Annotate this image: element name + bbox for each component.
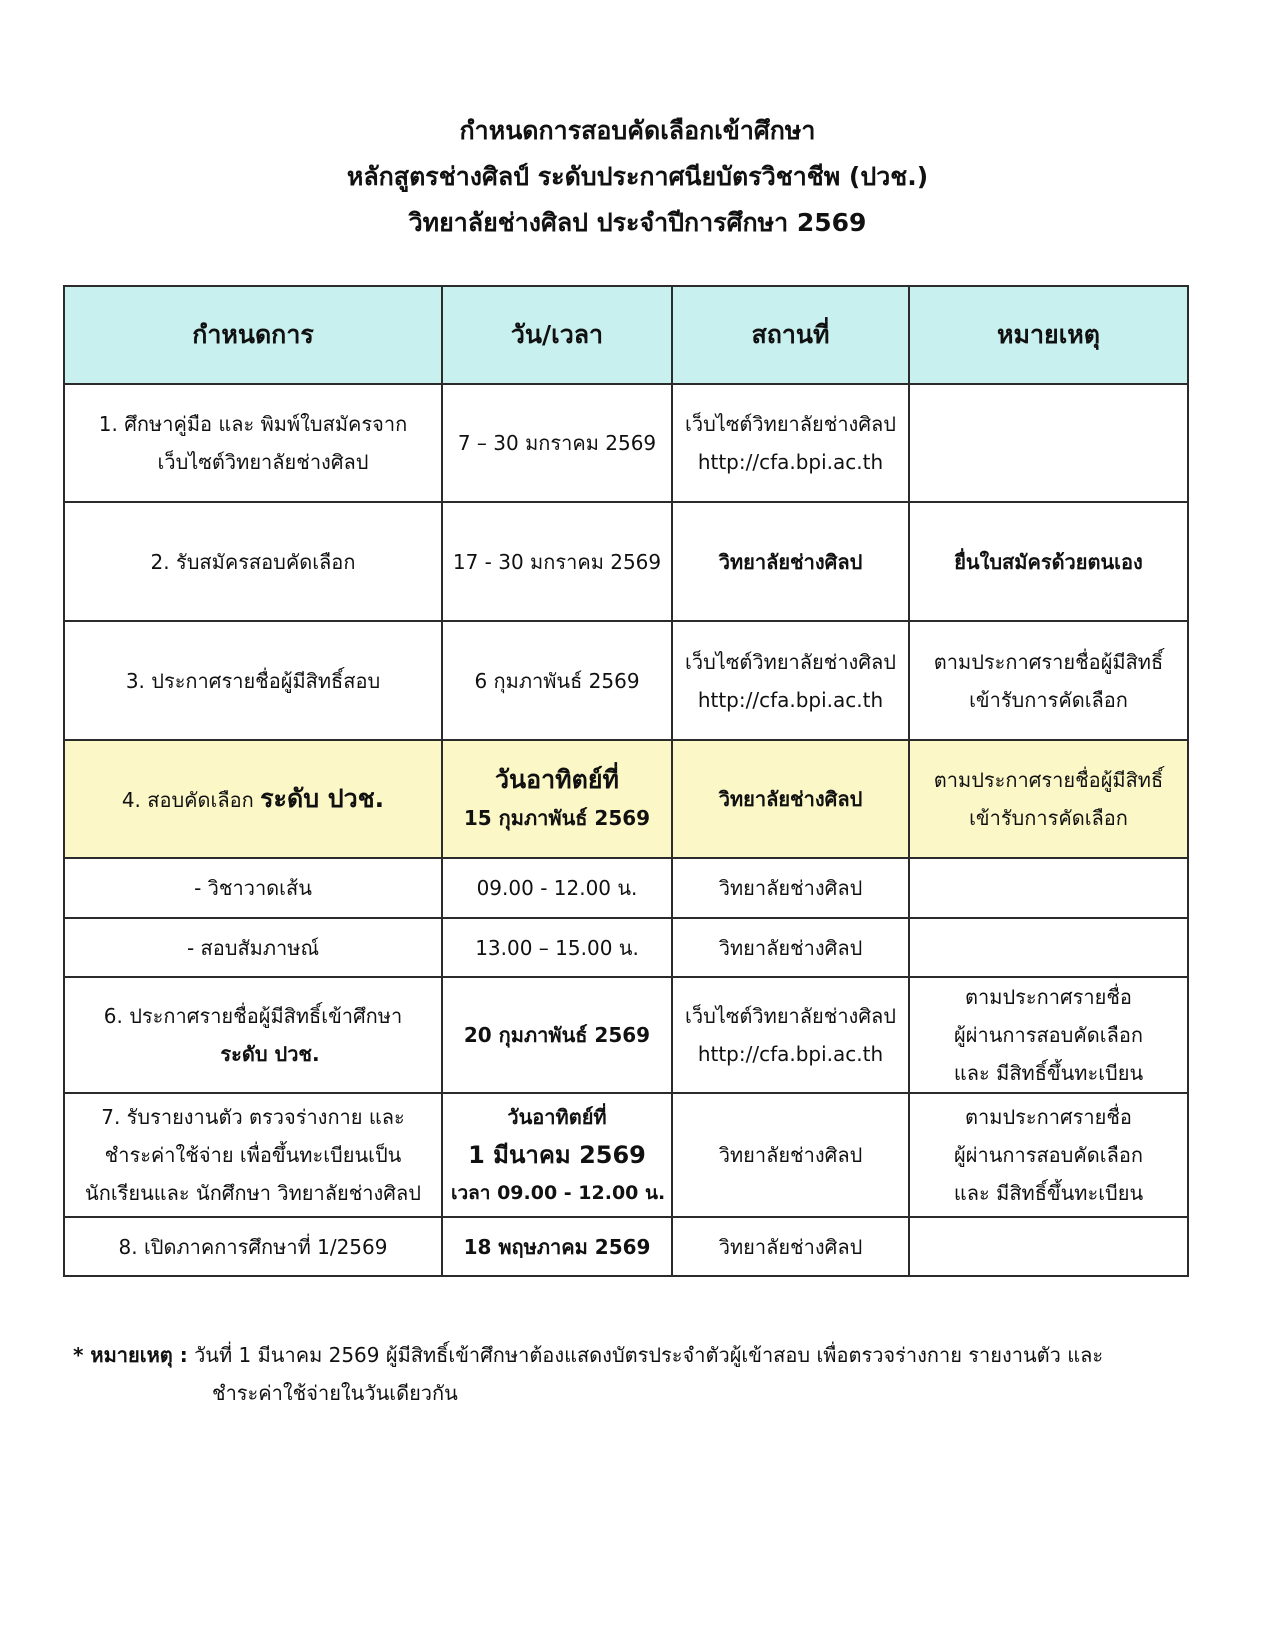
note-cell [909, 384, 1188, 502]
item-text: 1. ศึกษาคู่มือ และ พิมพ์ใบสมัครจาก [98, 412, 408, 436]
item-text: ระดับ ปวช. [220, 1042, 320, 1066]
header-place: สถานที่ [672, 286, 909, 384]
title-line-1: กำหนดการสอบคัดเลือกเข้าศึกษา [459, 116, 816, 145]
place-cell [672, 621, 909, 740]
note-text: เข้ารับการคัดเลือก [969, 687, 1128, 712]
item-emphasis: ระดับ ปวช. [260, 783, 385, 813]
date-cell: 17 - 30 มกราคม 2569 [442, 502, 672, 621]
date-cell: 09.00 - 12.00 น. [442, 858, 672, 918]
place-url: http://cfa.bpi.ac.th [697, 687, 884, 712]
date-text: 15 กุมภาพันธ์ 2569 [463, 806, 651, 830]
item-cell [64, 977, 442, 1093]
note-cell [909, 1217, 1188, 1276]
table-row [64, 502, 1188, 621]
place-cell: วิทยาลัยช่างศิลป [672, 1093, 909, 1217]
note-cell: ยื่นใบสมัครด้วยตนเอง [909, 502, 1188, 621]
item-cell: - วิชาวาดเส้น [64, 858, 442, 918]
table-row [64, 1217, 1188, 1276]
place-cell: วิทยาลัยช่างศิลป [672, 740, 909, 858]
note-text: ตามประกาศรายชื่อผู้มีสิทธิ์ [933, 649, 1164, 674]
table-row [64, 918, 1188, 977]
item-cell [64, 740, 442, 858]
note-cell [909, 918, 1188, 977]
date-cell: 20 กุมภาพันธ์ 2569 [442, 977, 672, 1093]
place-cell [672, 384, 909, 502]
item-text: 7. รับรายงานตัว ตรวจร่างกาย และ [101, 1105, 405, 1129]
document-title [0, 108, 1275, 246]
item-cell: 3. ประกาศรายชื่อผู้มีสิทธิ์สอบ [64, 621, 442, 740]
note-text: ตามประกาศรายชื่อ [965, 1105, 1132, 1129]
date-cell: 6 กุมภาพันธ์ 2569 [442, 621, 672, 740]
note-cell [909, 858, 1188, 918]
date-cell [442, 1093, 672, 1217]
table-row [64, 1093, 1188, 1217]
header-note: หมายเหตุ [909, 286, 1188, 384]
date-cell: 18 พฤษภาคม 2569 [442, 1217, 672, 1276]
footnote-label: * หมายเหตุ : [73, 1343, 188, 1367]
item-text: 6. ประกาศรายชื่อผู้มีสิทธิ์เข้าศึกษา [103, 1004, 403, 1028]
note-text: เข้ารับการคัดเลือก [969, 806, 1128, 830]
item-cell: 2. รับสมัครสอบคัดเลือก [64, 502, 442, 621]
place-text: เว็บไซต์วิทยาลัยช่างศิลป [685, 1004, 896, 1028]
title-line-3: วิทยาลัยช่างศิลป ประจำปีการศึกษา 2569 [408, 208, 867, 237]
item-text: 4. สอบคัดเลือก [121, 787, 254, 812]
note-text: ผู้ผ่านการสอบคัดเลือก [954, 1143, 1143, 1167]
date-cell [442, 740, 672, 858]
date-cell: 7 – 30 มกราคม 2569 [442, 384, 672, 502]
place-cell: วิทยาลัยช่างศิลป [672, 1217, 909, 1276]
footnote-text: ชำระค่าใช้จ่ายในวันเดียวกัน [212, 1381, 458, 1405]
table-row [64, 621, 1188, 740]
note-text: ตามประกาศรายชื่อ [965, 985, 1132, 1009]
place-text: เว็บไซต์วิทยาลัยช่างศิลป [685, 412, 896, 436]
place-cell: วิทยาลัยช่างศิลป [672, 918, 909, 977]
date-text: 1 มีนาคม 2569 [468, 1141, 646, 1169]
place-cell: วิทยาลัยช่างศิลป [672, 502, 909, 621]
footnote-text: วันที่ 1 มีนาคม 2569 ผู้มีสิทธิ์เข้าศึกษาต้องแสดงบัตรประจำตัวผู้เข้าสอบ เพื่อตรวจร่างกาย รายงานตัว และ [194, 1343, 1104, 1367]
note-cell [909, 740, 1188, 858]
item-text: นักเรียนและ นักศึกษา วิทยาลัยช่างศิลป [85, 1181, 421, 1205]
note-cell [909, 977, 1188, 1093]
table-row [64, 384, 1188, 502]
note-text: ผู้ผ่านการสอบคัดเลือก [954, 1023, 1143, 1047]
table-row-highlighted [64, 740, 1188, 858]
note-cell [909, 621, 1188, 740]
item-cell [64, 1093, 442, 1217]
item-cell: - สอบสัมภาษณ์ [64, 918, 442, 977]
note-text: ตามประกาศรายชื่อผู้มีสิทธิ์ [933, 768, 1164, 792]
header-schedule: กำหนดการ [64, 286, 442, 384]
item-text: เว็บไซต์วิทยาลัยช่างศิลป [157, 450, 369, 474]
date-text: วันอาทิตย์ที่ [507, 1105, 607, 1129]
table-header-row [64, 286, 1188, 384]
header-date-time: วัน/เวลา [442, 286, 672, 384]
table-row [64, 977, 1188, 1093]
place-cell [672, 977, 909, 1093]
place-text: เว็บไซต์วิทยาลัยช่างศิลป [685, 649, 896, 674]
title-line-2: หลักสูตรช่างศิลป์ ระดับประกาศนียบัตรวิชาชีพ (ปวช.) [346, 162, 929, 191]
place-cell: วิทยาลัยช่างศิลป [672, 858, 909, 918]
date-text: วันอาทิตย์ที่ [494, 765, 620, 794]
item-cell [64, 384, 442, 502]
footnote [73, 1336, 1203, 1412]
place-url: http://cfa.bpi.ac.th [697, 1042, 884, 1066]
date-text: เวลา 09.00 - 12.00 น. [451, 1182, 666, 1204]
schedule-table [63, 285, 1189, 1277]
note-text: และ มีสิทธิ์ขึ้นทะเบียน [953, 1061, 1144, 1085]
note-cell [909, 1093, 1188, 1217]
item-text: ชำระค่าใช้จ่าย เพื่อขึ้นทะเบียนเป็น [104, 1143, 402, 1167]
item-cell: 8. เปิดภาคการศึกษาที่ 1/2569 [64, 1217, 442, 1276]
date-cell: 13.00 – 15.00 น. [442, 918, 672, 977]
table-row [64, 858, 1188, 918]
note-text: และ มีสิทธิ์ขึ้นทะเบียน [953, 1181, 1144, 1205]
place-url: http://cfa.bpi.ac.th [697, 450, 884, 474]
